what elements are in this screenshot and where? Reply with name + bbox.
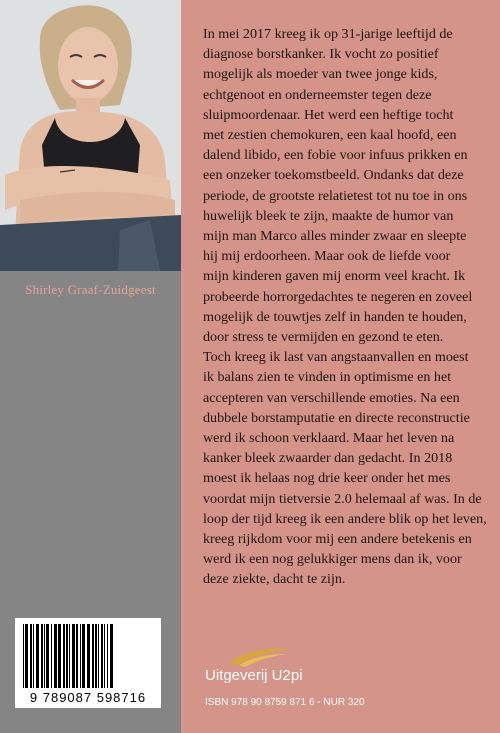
publisher-logo-icon <box>225 645 295 667</box>
barcode-bar <box>80 624 81 688</box>
barcode-bar <box>95 624 97 688</box>
blurb-line: door stress te vermijden en gezond te eten. <box>203 329 444 346</box>
blurb-line: echtgenoot en onderneemster tegen deze <box>203 86 432 103</box>
publisher-name: Uitgeverij U2pi <box>205 667 303 684</box>
author-name: Shirley Graaf-Zuidgeest <box>25 282 156 297</box>
barcode-bar <box>101 624 103 688</box>
blurb-line: hij mij erdoorheen. Maar ook de liefde voor <box>203 248 451 265</box>
barcode-bar <box>51 624 52 688</box>
blurb-line: dubbele borstamputatie en directe reconstructie <box>203 409 470 426</box>
barcode-bar <box>63 624 65 688</box>
barcode-bar <box>41 624 43 688</box>
blurb-line: diagnose borstkanker. Ik vocht zo positief <box>203 46 439 63</box>
barcode-bar <box>107 624 108 688</box>
blurb-line: voordat mijn tietversie 2.0 helemaal af was. In de <box>203 490 482 507</box>
blurb-line: probeerde horrorgedachtes te negeren en zoveel <box>203 288 473 305</box>
barcode-bars <box>21 624 155 688</box>
barcode-bar <box>58 624 61 688</box>
blurb-line: periode, de grootste relatietest tot nu toe in ons <box>203 187 468 204</box>
barcode-bar <box>33 624 34 688</box>
blurb-line: moest ik helaas nog drie keer onder het mes <box>203 470 451 487</box>
barcode-bar <box>66 624 68 688</box>
blurb-line: mogelijk de touwtjes zelf in handen te houden, <box>203 308 467 325</box>
blurb-line: mogelijk als moeder van twee jonge kids, <box>203 66 438 83</box>
blurb-line: sluipmoordenaar. Het werd een heftige tocht <box>203 106 454 123</box>
blurb-line: werd ik schoon verklaard. Maar het leven na <box>203 430 455 447</box>
portrait-illustration <box>0 0 181 271</box>
barcode-bar <box>110 624 113 688</box>
barcode-bar <box>92 624 94 688</box>
barcode-bar <box>87 624 90 688</box>
barcode-digits: 9 789087 598716 <box>29 690 147 705</box>
back-cover-blurb <box>203 24 488 590</box>
barcode-bar <box>46 624 49 688</box>
blurb-line: kreeg rijkdom voor mij een andere betekenis en <box>203 531 472 548</box>
barcode-bar <box>98 624 99 688</box>
barcode-bar <box>76 624 78 688</box>
blurb-line: mijn kinderen gaven mij enorm veel kracht. Ik <box>203 268 466 285</box>
left-panel <box>0 0 181 733</box>
blurb-line: In mei 2017 kreeg ik op 31-jarige leeftijd de <box>203 26 453 42</box>
blurb-line: met zestien chemokuren, een kaal hoofd, een <box>203 127 457 144</box>
blurb-line: loop der tijd kreeg ik een andere blik op het leven, <box>203 510 487 527</box>
blurb-line: deze ziekte, dacht te zijn. <box>203 571 346 588</box>
barcode-bar <box>30 624 32 688</box>
barcode-bar <box>82 624 85 688</box>
blurb-line: een onzeker toekomstbeeld. Ondanks dat deze <box>203 167 464 184</box>
barcode-bar <box>72 624 75 688</box>
barcode-bar <box>25 624 28 688</box>
author-portrait-photo <box>0 0 181 271</box>
barcode-bar <box>44 624 45 688</box>
blurb-line: ik balans zien te vinden in optimisme en het <box>203 369 452 386</box>
barcode-bar <box>104 624 105 688</box>
blurb-line: huwelijk bleek te zijn, maakte de humor van <box>203 207 454 224</box>
barcode-bar <box>69 624 70 688</box>
blurb-line: kanker bleek zwaarder dan gedacht. In 2018 <box>203 450 453 467</box>
barcode <box>15 618 161 708</box>
blurb-line: dalend libido, een fobie voor infuus prikken en <box>203 147 468 164</box>
barcode-bar <box>36 624 39 688</box>
blurb-line: Toch kreeg ik last van angstaanvallen en moest <box>203 349 469 366</box>
barcode-bar <box>54 624 57 688</box>
blurb-line: mijn man Marco alles minder zwaar en sleepte <box>203 228 467 245</box>
blurb-line: werd ik een nog gelukkiger mens dan ik, voor <box>203 551 462 568</box>
barcode-bar <box>23 624 24 688</box>
blurb-line: accepteren van verschillende emoties. Na een <box>203 389 460 406</box>
publisher-block <box>205 645 405 690</box>
isbn-line: ISBN 978 90 8759 871 6 - NUR 320 <box>205 697 365 708</box>
